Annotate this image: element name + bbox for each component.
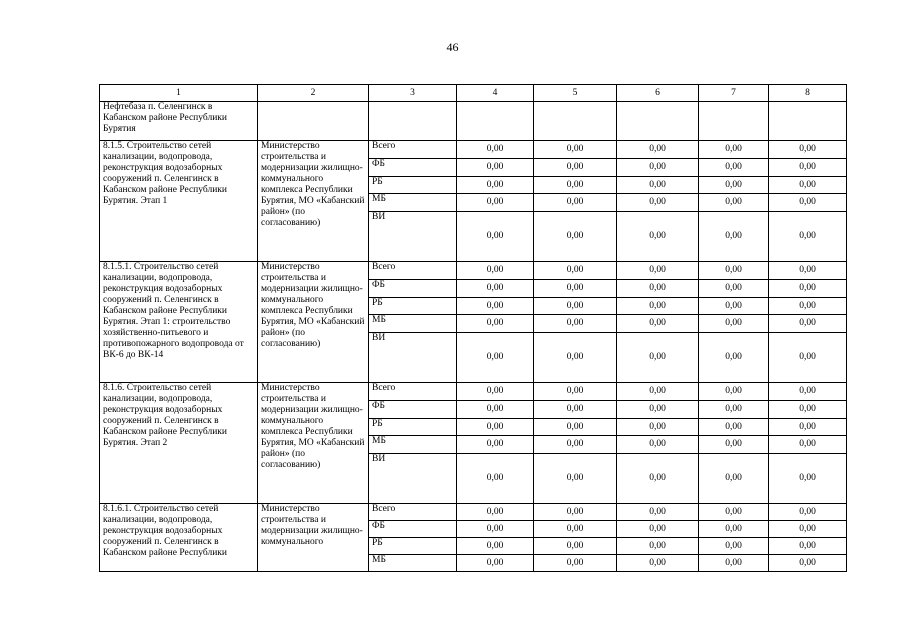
executor-cell: Министерство строительства и модернизации жилищно-коммунального комплекса Республики Бурятия, МО «Кабанский район» (по согласованию)	[258, 141, 369, 262]
amount-cell: 0,00	[534, 521, 617, 538]
funding-source-cell: Всего	[369, 262, 457, 280]
measure-name-cell: 8.1.5.1. Строительство сетей канализации, водопровода, реконструкция водозаборных сооружений п. Селенгинск в Кабанском районе Республики Бурятия. Этап 1: строительство хозяйственно-питьевого и противопожарного водопровода от ВК-6 до ВК-14	[100, 262, 258, 383]
funding-source-cell: ВИ	[369, 333, 457, 383]
amount-cell: 0,00	[769, 315, 847, 333]
funding-source-cell: МБ	[369, 194, 457, 212]
amount-cell: 0,00	[534, 177, 617, 194]
amount-cell: 0,00	[699, 419, 769, 436]
header-cell: 3	[369, 85, 457, 102]
funding-source-cell: ФБ	[369, 280, 457, 298]
amount-cell: 0,00	[534, 383, 617, 401]
funding-source-cell: МБ	[369, 436, 457, 454]
amount-cell: 0,00	[699, 521, 769, 538]
amount-cell: 0,00	[699, 212, 769, 262]
amount-cell: 0,00	[617, 521, 699, 538]
header-cell: 5	[534, 85, 617, 102]
amount-cell: 0,00	[769, 538, 847, 555]
amount-cell: 0,00	[617, 141, 699, 159]
amount-cell: 0,00	[769, 454, 847, 504]
amount-cell: 0,00	[699, 315, 769, 333]
amount-cell: 0,00	[457, 454, 534, 504]
amount-cell: 0,00	[534, 212, 617, 262]
amount-cell: 0,00	[699, 333, 769, 383]
amount-cell: 0,00	[457, 401, 534, 419]
funding-source-cell: РБ	[369, 298, 457, 315]
amount-cell: 0,00	[769, 159, 847, 177]
table-row	[100, 262, 847, 280]
amount-cell: 0,00	[769, 419, 847, 436]
amount-cell: 0,00	[617, 298, 699, 315]
table-row	[100, 141, 847, 159]
amount-cell: 0,00	[534, 262, 617, 280]
funding-source-cell: Всего	[369, 141, 457, 159]
amount-cell: 0,00	[534, 538, 617, 555]
amount-cell: 0,00	[457, 315, 534, 333]
funding-source-cell: ФБ	[369, 159, 457, 177]
amount-cell: 0,00	[769, 436, 847, 454]
amount-cell: 0,00	[534, 555, 617, 572]
amount-cell: 0,00	[617, 280, 699, 298]
funding-source-cell: Всего	[369, 504, 457, 521]
amount-cell: 0,00	[617, 194, 699, 212]
amount-cell: 0,00	[699, 401, 769, 419]
amount-cell: 0,00	[699, 436, 769, 454]
amount-cell: 0,00	[534, 401, 617, 419]
executor-cell: Министерство строительства и модернизации жилищно-коммунального	[258, 504, 369, 572]
amount-cell: 0,00	[457, 333, 534, 383]
amount-cell: 0,00	[769, 298, 847, 315]
amount-cell: 0,00	[769, 333, 847, 383]
amount-cell: 0,00	[769, 177, 847, 194]
measure-name-cell: 8.1.6.1. Строительство сетей канализации, водопровода, реконструкция водозаборных сооружений п. Селенгинск в Кабанском районе Республики	[100, 504, 258, 572]
amount-cell: 0,00	[534, 159, 617, 177]
amount-cell: 0,00	[699, 538, 769, 555]
amount-cell: 0,00	[617, 436, 699, 454]
funding-source-cell: ВИ	[369, 454, 457, 504]
amount-cell: 0,00	[769, 280, 847, 298]
amount-cell: 0,00	[534, 141, 617, 159]
header-cell: 1	[100, 85, 258, 102]
amount-cell: 0,00	[617, 419, 699, 436]
amount-cell: 0,00	[699, 555, 769, 572]
table-row	[100, 102, 847, 141]
measure-name-cell: Нефтебаза п. Селенгинск в Кабанском районе Республики Бурятия	[100, 102, 258, 141]
amount-cell: 0,00	[457, 262, 534, 280]
funding-source-cell: Всего	[369, 383, 457, 401]
amount-cell: 0,00	[457, 141, 534, 159]
funding-source-cell: РБ	[369, 419, 457, 436]
amount-cell: 0,00	[457, 555, 534, 572]
amount-cell: 0,00	[617, 383, 699, 401]
amount-cell: 0,00	[769, 262, 847, 280]
amount-cell: 0,00	[457, 212, 534, 262]
amount-cell: 0,00	[769, 401, 847, 419]
funding-source-cell: МБ	[369, 315, 457, 333]
header-row	[100, 85, 847, 102]
amount-cell: 0,00	[534, 194, 617, 212]
header-cell: 4	[457, 85, 534, 102]
amount-cell: 0,00	[769, 521, 847, 538]
amount-cell: 0,00	[617, 262, 699, 280]
amount-cell: 0,00	[617, 555, 699, 572]
header-cell: 6	[617, 85, 699, 102]
header-cell: 2	[258, 85, 369, 102]
funding-source-cell: МБ	[369, 555, 457, 572]
measure-name-cell: 8.1.6. Строительство сетей канализации, водопровода, реконструкция водозаборных сооружений п. Селенгинск в Кабанском районе Республики Бурятия. Этап 2	[100, 383, 258, 504]
amount-cell: 0,00	[457, 436, 534, 454]
amount-cell: 0,00	[457, 298, 534, 315]
funding-source-cell: ФБ	[369, 401, 457, 419]
empty-cell	[457, 102, 534, 141]
amount-cell: 0,00	[534, 419, 617, 436]
amount-cell: 0,00	[769, 194, 847, 212]
amount-cell: 0,00	[617, 504, 699, 521]
amount-cell: 0,00	[699, 141, 769, 159]
amount-cell: 0,00	[617, 333, 699, 383]
amount-cell: 0,00	[699, 262, 769, 280]
empty-cell	[369, 102, 457, 141]
budget-table	[99, 84, 847, 572]
amount-cell: 0,00	[699, 194, 769, 212]
amount-cell: 0,00	[769, 383, 847, 401]
empty-cell	[769, 102, 847, 141]
amount-cell: 0,00	[699, 383, 769, 401]
funding-source-cell: ВИ	[369, 212, 457, 262]
funding-source-cell: ФБ	[369, 521, 457, 538]
amount-cell: 0,00	[617, 315, 699, 333]
funding-source-cell: РБ	[369, 538, 457, 555]
amount-cell: 0,00	[457, 521, 534, 538]
amount-cell: 0,00	[457, 383, 534, 401]
page-number: 46	[446, 40, 459, 54]
empty-cell	[258, 102, 369, 141]
amount-cell: 0,00	[617, 401, 699, 419]
amount-cell: 0,00	[457, 504, 534, 521]
amount-cell: 0,00	[534, 436, 617, 454]
amount-cell: 0,00	[769, 212, 847, 262]
amount-cell: 0,00	[617, 177, 699, 194]
amount-cell: 0,00	[457, 419, 534, 436]
empty-cell	[699, 102, 769, 141]
amount-cell: 0,00	[699, 504, 769, 521]
amount-cell: 0,00	[699, 298, 769, 315]
amount-cell: 0,00	[457, 194, 534, 212]
amount-cell: 0,00	[699, 454, 769, 504]
empty-cell	[617, 102, 699, 141]
table-row	[100, 383, 847, 401]
amount-cell: 0,00	[457, 538, 534, 555]
table-row	[100, 504, 847, 521]
measure-name-cell: 8.1.5. Строительство сетей канализации, водопровода, реконструкция водозаборных сооружений п. Селенгинск в Кабанском районе Республики Бурятия. Этап 1	[100, 141, 258, 262]
amount-cell: 0,00	[617, 454, 699, 504]
amount-cell: 0,00	[769, 504, 847, 521]
amount-cell: 0,00	[769, 555, 847, 572]
amount-cell: 0,00	[534, 333, 617, 383]
amount-cell: 0,00	[534, 315, 617, 333]
header-cell: 7	[699, 85, 769, 102]
amount-cell: 0,00	[534, 280, 617, 298]
empty-cell	[534, 102, 617, 141]
amount-cell: 0,00	[457, 177, 534, 194]
executor-cell: Министерство строительства и модернизации жилищно-коммунального комплекса Республики Бурятия, МО «Кабанский район» (по согласованию)	[258, 262, 369, 383]
amount-cell: 0,00	[534, 454, 617, 504]
amount-cell: 0,00	[617, 212, 699, 262]
amount-cell: 0,00	[457, 280, 534, 298]
amount-cell: 0,00	[617, 159, 699, 177]
executor-cell: Министерство строительства и модернизации жилищно-коммунального комплекса Республики Бурятия, МО «Кабанский район» (по согласованию)	[258, 383, 369, 504]
funding-source-cell: РБ	[369, 177, 457, 194]
amount-cell: 0,00	[699, 159, 769, 177]
amount-cell: 0,00	[457, 159, 534, 177]
amount-cell: 0,00	[534, 298, 617, 315]
header-cell: 8	[769, 85, 847, 102]
amount-cell: 0,00	[534, 504, 617, 521]
amount-cell: 0,00	[699, 280, 769, 298]
amount-cell: 0,00	[699, 177, 769, 194]
amount-cell: 0,00	[617, 538, 699, 555]
amount-cell: 0,00	[769, 141, 847, 159]
